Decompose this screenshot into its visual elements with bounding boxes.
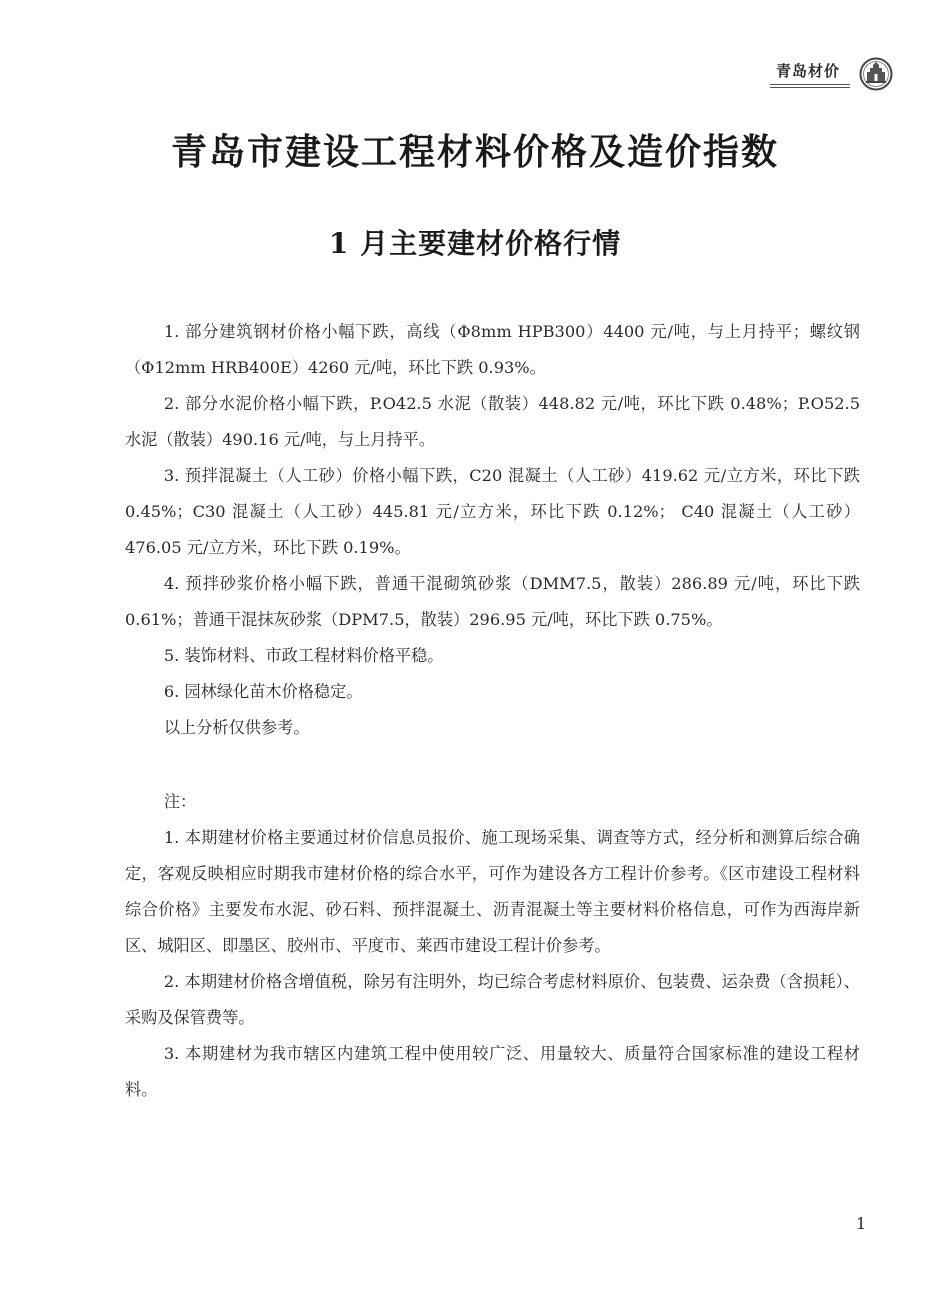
header-label: 青岛材价 [776,62,841,80]
list-item: 4. 预拌砂浆价格小幅下跌，普通干混砌筑砂浆（DMM7.5，散装）286.89 元/吨，环比下跌 0.61%；普通干混抹灰砂浆（DPM7.5，散装）296.95 元/吨，环比下跌 0.75%。 [125,574,860,629]
list-item: 6. 园林绿化苗木价格稳定。 [163,682,363,701]
notes-label: 注： [163,792,197,811]
header-rule [770,84,850,85]
body-text [125,314,860,1108]
running-header [770,56,898,92]
note-item: 3. 本期建材为我市辖区内建筑工程中使用较广泛、用量较大、质量符合国家标准的建设工程材料。 [125,1044,860,1099]
list-item: 5. 装饰材料、市政工程材料价格平稳。 [163,646,444,665]
building-emblem-icon [858,56,894,92]
list-item: 2. 部分水泥价格小幅下跌，P.O42.5 水泥（散装）448.82 元/吨，环比下跌 0.48%；P.O52.5 水泥（散装）490.16 元/吨，与上月持平。 [125,394,860,449]
spacer [125,746,860,784]
disclaimer-line: 以上分析仅供参考。 [163,718,310,737]
header-rule-secondary [770,87,850,88]
page-title: 青岛市建设工程材料价格及造价指数 [170,132,779,173]
note-item: 2. 本期建材价格含增值税，除另有注明外，均已综合考虑材料原价、包装费、运杂费（含损耗）、采购及保管费等。 [125,972,860,1027]
list-item: 3. 预拌混凝土（人工砂）价格小幅下跌，C20 混凝土（人工砂）419.62 元/立方米，环比下跌 0.45%；C30 混凝土（人工砂）445.81 元/立方米，环比下跌 0.12%； C40 混凝土（人工砂）476.05 元/立方米，环比下跌 0.19%。 [125,466,860,557]
page-number: 1 [856,1214,867,1233]
list-item: 1. 部分建筑钢材价格小幅下跌，高线（Φ8mm HPB300）4400 元/吨，与上月持平；螺纹钢（Φ12mm HRB400E）4260 元/吨，环比下跌 0.93%。 [125,322,860,377]
section-title: 1 月主要建材价格行情 [328,227,622,260]
note-item: 1. 本期建材价格主要通过材价信息员报价、施工现场采集、调查等方式，经分析和测算后综合确定，客观反映相应时期我市建材价格的综合水平，可作为建设各方工程计价参考。《区市建设工程材料综合价格》主要发布水泥、砂石料、预拌混凝土、沥青混凝土等主要材料价格信息，可作为西海岸新区、城阳区、即墨区、胶州市、平度市、莱西市建设工程计价参考。 [125,828,860,955]
